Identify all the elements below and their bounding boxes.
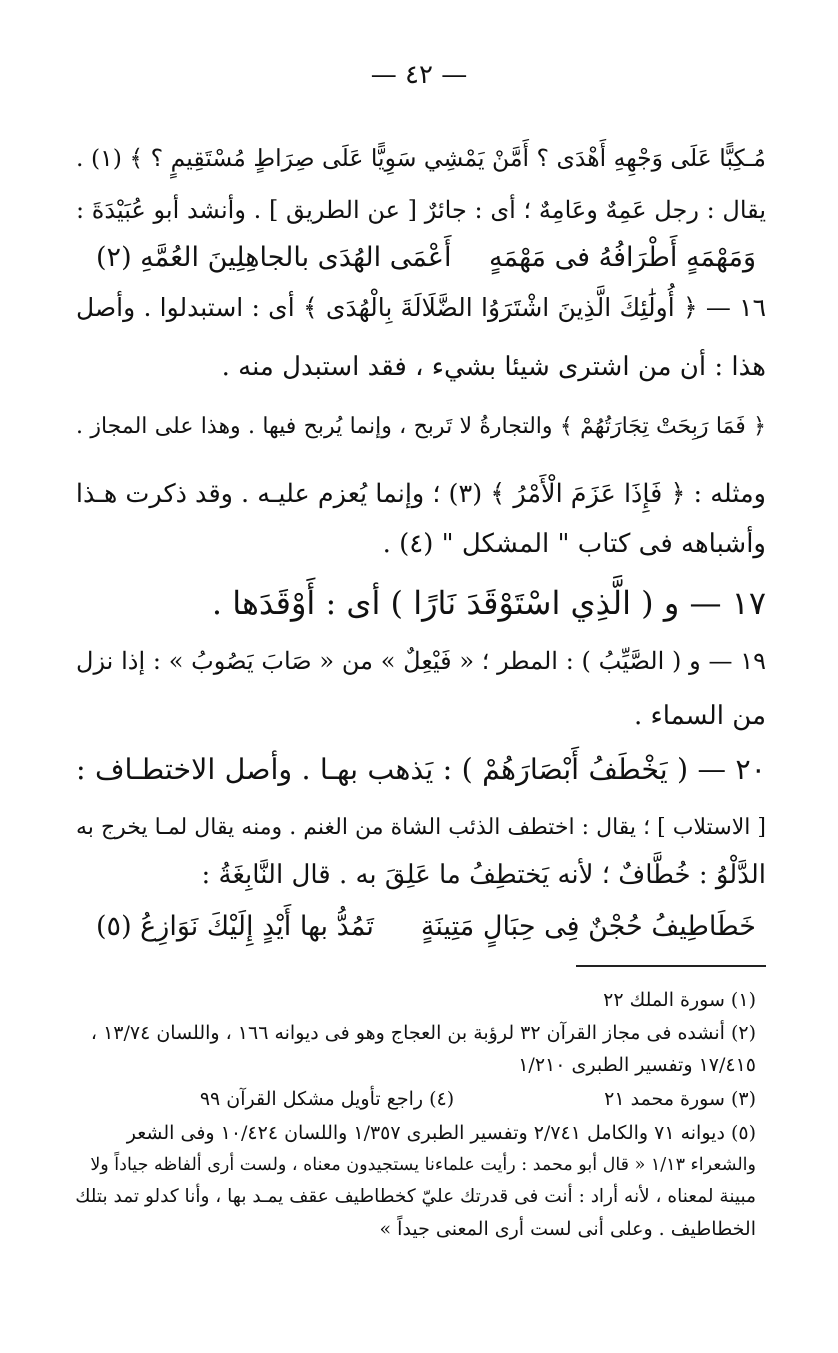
verse-2 <box>96 905 756 949</box>
footnote-5-line-3: مبينة لمعناه ، لأنه أراد : أنت فى قدرتك عليّ كخطاطيف عقف يمـد بها ، وأنا كدلو تمد بتلك <box>75 1186 756 1207</box>
text-line-verse-19: ١٩ — و ( الصَّيِّبُ ) : المطر ؛ « فَيْعِلٌ » من « صَابَ يَصُوبُ » : إذا نزل <box>76 647 766 675</box>
footnote-4: (٤) راجع تأويل مشكل القرآن ٩٩ <box>199 1088 455 1110</box>
text-line-verse-16: ١٦ — ﴿ أُولَٰئِكَ الَّذِينَ اشْتَرَوُا الضَّلَالَةَ بِالْهُدَى ﴾ أى : استبدلوا . وأصل <box>76 293 766 322</box>
footnote-5-line-2: والشعراء ١/١٣ « قال أبو محمد : رأيت علماءنا يستجيدون معناه ، ولست أرى ألفاظه جياداً ولا <box>90 1155 756 1175</box>
text-line-1: مُـكِبًّا عَلَى وَجْهِهِ أَهْدَى ؟ أَمَّنْ يَمْشِي سَوِيًّا عَلَى صِرَاطٍ مُسْتَقِيمٍ ؟ ﴾ (١) . <box>76 144 766 172</box>
footnotes-3-4 <box>76 1084 756 1114</box>
footnote-1: (١) سورة الملك ٢٢ <box>603 989 756 1011</box>
text-line-verse-20: ٢٠ — ( يَخْطَفُ أَبْصَارَهُمْ ) : يَذهب بهـا . وأصل الاختطـاف : <box>76 753 766 786</box>
text-line-3: هذا : أن من اشترى شيئا بشيء ، فقد استبدل منه . <box>221 352 766 382</box>
text-line-8: [ الاستلاب ] ؛ يقال : اختطف الذئب الشاة من الغنم . ومنه يقال لمـا يخرج به <box>76 815 766 840</box>
footnote-5-line-4: الخطاطيف . وعلى أنى لست أرى المعنى جيداً » <box>379 1218 756 1240</box>
verse-2-first-hemistich: خَطَاطِيفُ حُجْنٌ فِى حِبَالٍ مَتِينَةٍ <box>420 911 756 942</box>
text-line-4: ﴿ فَمَا رَبِحَتْ تِجَارَتُهُمْ ﴾ والتجارةُ لا تَربح ، وإنما يُربح فيها . وهذا على المجاز . <box>76 414 766 439</box>
text-line-5: ومثله : ﴿ فَإِذَا عَزَمَ الْأَمْرُ ﴾ (٣) ؛ وإنما يُعزم عليـه . وقد ذكرت هـذا <box>75 479 766 509</box>
verse-1-first-hemistich: وَمَهْمَهٍ أَطْرَافُهُ فى مَهْمَهٍ <box>489 242 756 273</box>
text-line-2: يقال : رجل عَمِهٌ وعَامِهٌ ؛ أى : جائرٌ [ عن الطريق ] . وأنشد أبو عُبَيْدَةَ : <box>76 196 767 224</box>
footnote-5: (٥) ديوانه ٧١ والكامل ٢/٧٤١ وتفسير الطبرى ١/٣٥٧ واللسان ١٠/٤٢٤ وفى الشعر <box>126 1122 756 1144</box>
verse-1 <box>96 236 756 280</box>
verse-2-second-hemistich: تَمُدُّ بها أَيْدٍ إِلَيْكَ نَوَازِعُ (٥) <box>96 911 374 942</box>
footnote-separator <box>576 965 766 967</box>
text-line-7: من السماء . <box>633 701 766 731</box>
footnote-2: (٢) أنشده فى مجاز القرآن ٣٢ لرؤبة بن العجاج وهو فى ديوانه ١٦٦ ، واللسان ١٣/٧٤ ، <box>90 1022 756 1044</box>
text-line-9: الدَّلْوُ : خُطَّافٌ ؛ لأنه يَختطِفُ ما عَلِقَ به . قال النَّابِغَةُ : <box>201 860 766 890</box>
footnote-2-continued: ١٧/٤١٥ وتفسير الطبرى ١/٢١٠ <box>518 1054 756 1076</box>
text-line-6: وأشباهه فى كتاب " المشكل " (٤) . <box>382 529 766 559</box>
text-line-verse-17: ١٧ — و ( الَّذِي اسْتَوْقَدَ نَارًا ) أى : أَوْقَدَها . <box>211 584 766 622</box>
page-number: — ٤٢ — <box>370 60 468 90</box>
verse-1-second-hemistich: أَعْمَى الهُدَى بالجاهِلِينَ العُمَّهِ (٢) <box>96 242 452 273</box>
footnote-3: (٣) سورة محمد ٢١ <box>604 1088 756 1110</box>
